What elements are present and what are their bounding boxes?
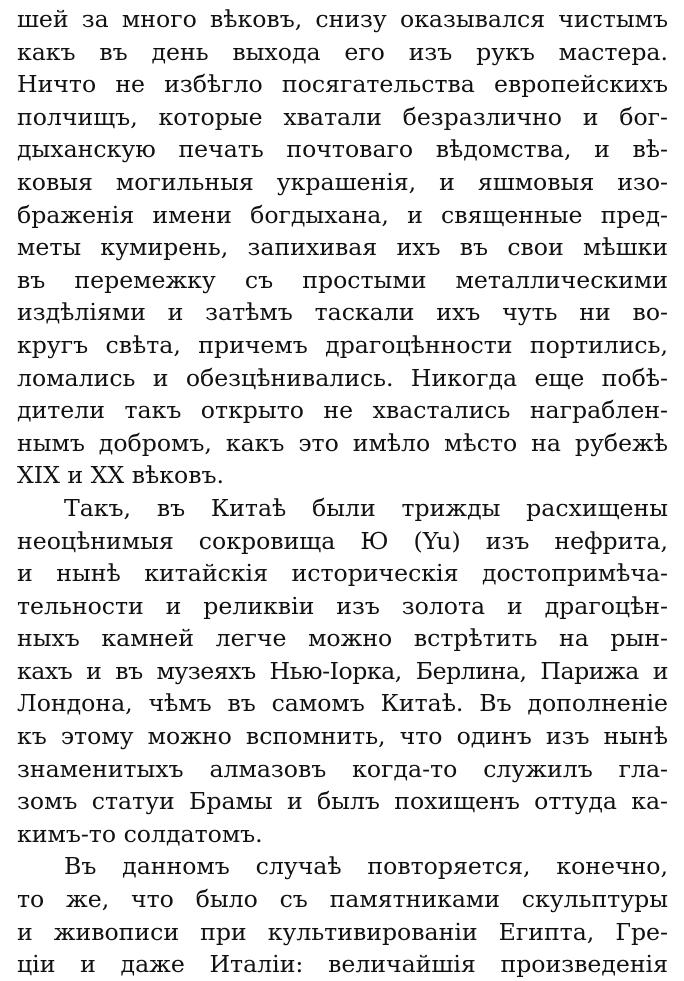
text-line: полчищъ, которые хватали безразлично и бог-	[17, 102, 668, 131]
text-line: знаменитыхъ алмазовъ когда-то служилъ гла-	[17, 754, 668, 783]
text-line: браженія имени богдыхана, и священные пред-	[17, 200, 668, 229]
text-line: то же, что было съ памятниками скульптуры	[17, 885, 668, 914]
text-line: въ перемежку съ простыми металлическими	[17, 265, 668, 294]
text-line: нымъ добромъ, какъ это имѣло мѣсто на рубежѣ	[17, 428, 668, 457]
text-line: неоцѣнимыя сокровища Ю (Yu) изъ нефрита,	[17, 526, 668, 555]
text-line: какъ въ день выхода его изъ рукъ мастера.	[17, 37, 668, 66]
text-line: шей за много вѣковъ, снизу оказывался чистымъ	[17, 5, 668, 33]
text-line: кахъ и въ музеяхъ Нью-Іорка, Берлина, Парижа и	[17, 656, 668, 685]
text-line: и живописи при культивированіи Египта, Гре-	[17, 917, 668, 946]
paragraph-2	[17, 492, 668, 851]
text-line: Въ данномъ случаѣ повторяется, конечно,	[64, 852, 668, 881]
text-line: кимъ-то солдатомъ.	[17, 819, 263, 848]
text-line: Ничто не избѣгло посягательства европейскихъ	[17, 70, 668, 99]
text-line: Такъ, въ Китаѣ были трижды расхищены	[64, 493, 668, 522]
text-line: ціи и даже Италіи: величайшія произведенія	[17, 950, 668, 979]
text-line: меты кумирень, запихивая ихъ въ свои мѣшки	[17, 233, 668, 262]
text-line: дыханскую печать почтоваго вѣдомства, и вѣ-	[17, 135, 668, 164]
text-line: тельности и реликвіи изъ золота и драгоцѣн-	[17, 591, 668, 620]
text-line: ныхъ камней легче можно встрѣтить на рын-	[17, 624, 668, 653]
paragraph-3	[17, 850, 668, 980]
text-line: и нынѣ китайскія историческія достопримѣча-	[17, 559, 668, 588]
paragraph-1	[17, 3, 668, 492]
text-line: зомъ статуи Брамы и былъ похищенъ оттуда ка-	[17, 787, 668, 816]
text-line: Лондона, чѣмъ въ самомъ Китаѣ. Въ дополненіе	[17, 689, 668, 718]
text-line: кругъ свѣта, причемъ драгоцѣнности портились,	[17, 330, 668, 359]
text-line: ломались и обезцѣнивались. Никогда еще побѣ-	[17, 363, 668, 392]
text-line: XIX и XX вѣковъ.	[17, 461, 224, 490]
text-line: къ этому можно вспомнить, что одинъ изъ нынѣ	[17, 722, 668, 751]
text-line: ковыя могильныя украшенія, и яшмовыя изо-	[17, 167, 668, 196]
text-line: издѣліями и затѣмъ таскали ихъ чуть ни во-	[17, 298, 668, 327]
text-line: дители такъ открыто не хвастались награблен-	[17, 396, 668, 425]
